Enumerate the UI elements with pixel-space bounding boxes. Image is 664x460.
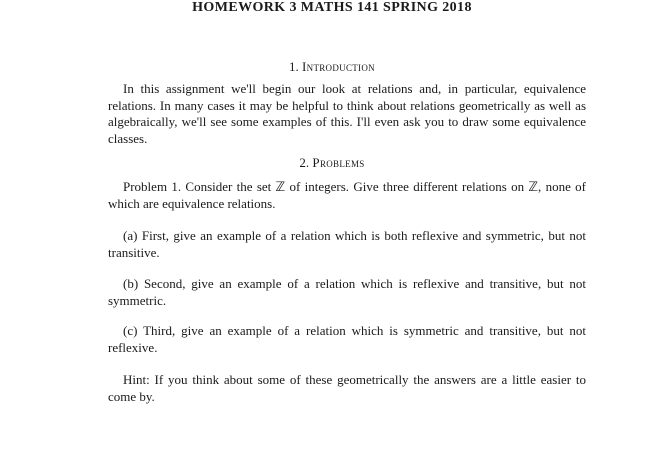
section-heading-introduction xyxy=(0,59,664,75)
problem-1-statement: Problem 1. Consider the set ℤ of integers. Give three different relations on ℤ, none of which are equivalence relations. xyxy=(108,179,586,211)
document-title: HOMEWORK 3 MATHS 141 SPRING 2018 xyxy=(192,0,472,15)
hint-paragraph: Hint: If you think about some of these geometrically the answers are a little easier to come by. xyxy=(108,372,586,404)
problem-1-part-a: (a) First, give an example of a relation which is both reflexive and symmetric, but not transitive. xyxy=(108,228,586,260)
problem-1-part-b: (b) Second, give an example of a relation which is reflexive and transitive, but not symmetric. xyxy=(108,276,586,308)
section-number: 2. xyxy=(299,155,310,170)
section-heading-problems xyxy=(0,155,664,171)
introduction-paragraph: In this assignment we'll begin our look at relations and, in particular, equivalence relations. In many cases it may be helpful to think about relations geometrically as well as algebraically, we'll see some examples of this. I'll even ask you to draw some equivalence classes. xyxy=(108,81,586,146)
problem-1-part-c: (c) Third, give an example of a relation which is symmetric and transitive, but not reflexive. xyxy=(108,323,586,355)
section-name: Introduction xyxy=(302,59,375,74)
section-name: Problems xyxy=(312,155,365,170)
section-number: 1. xyxy=(289,59,299,74)
